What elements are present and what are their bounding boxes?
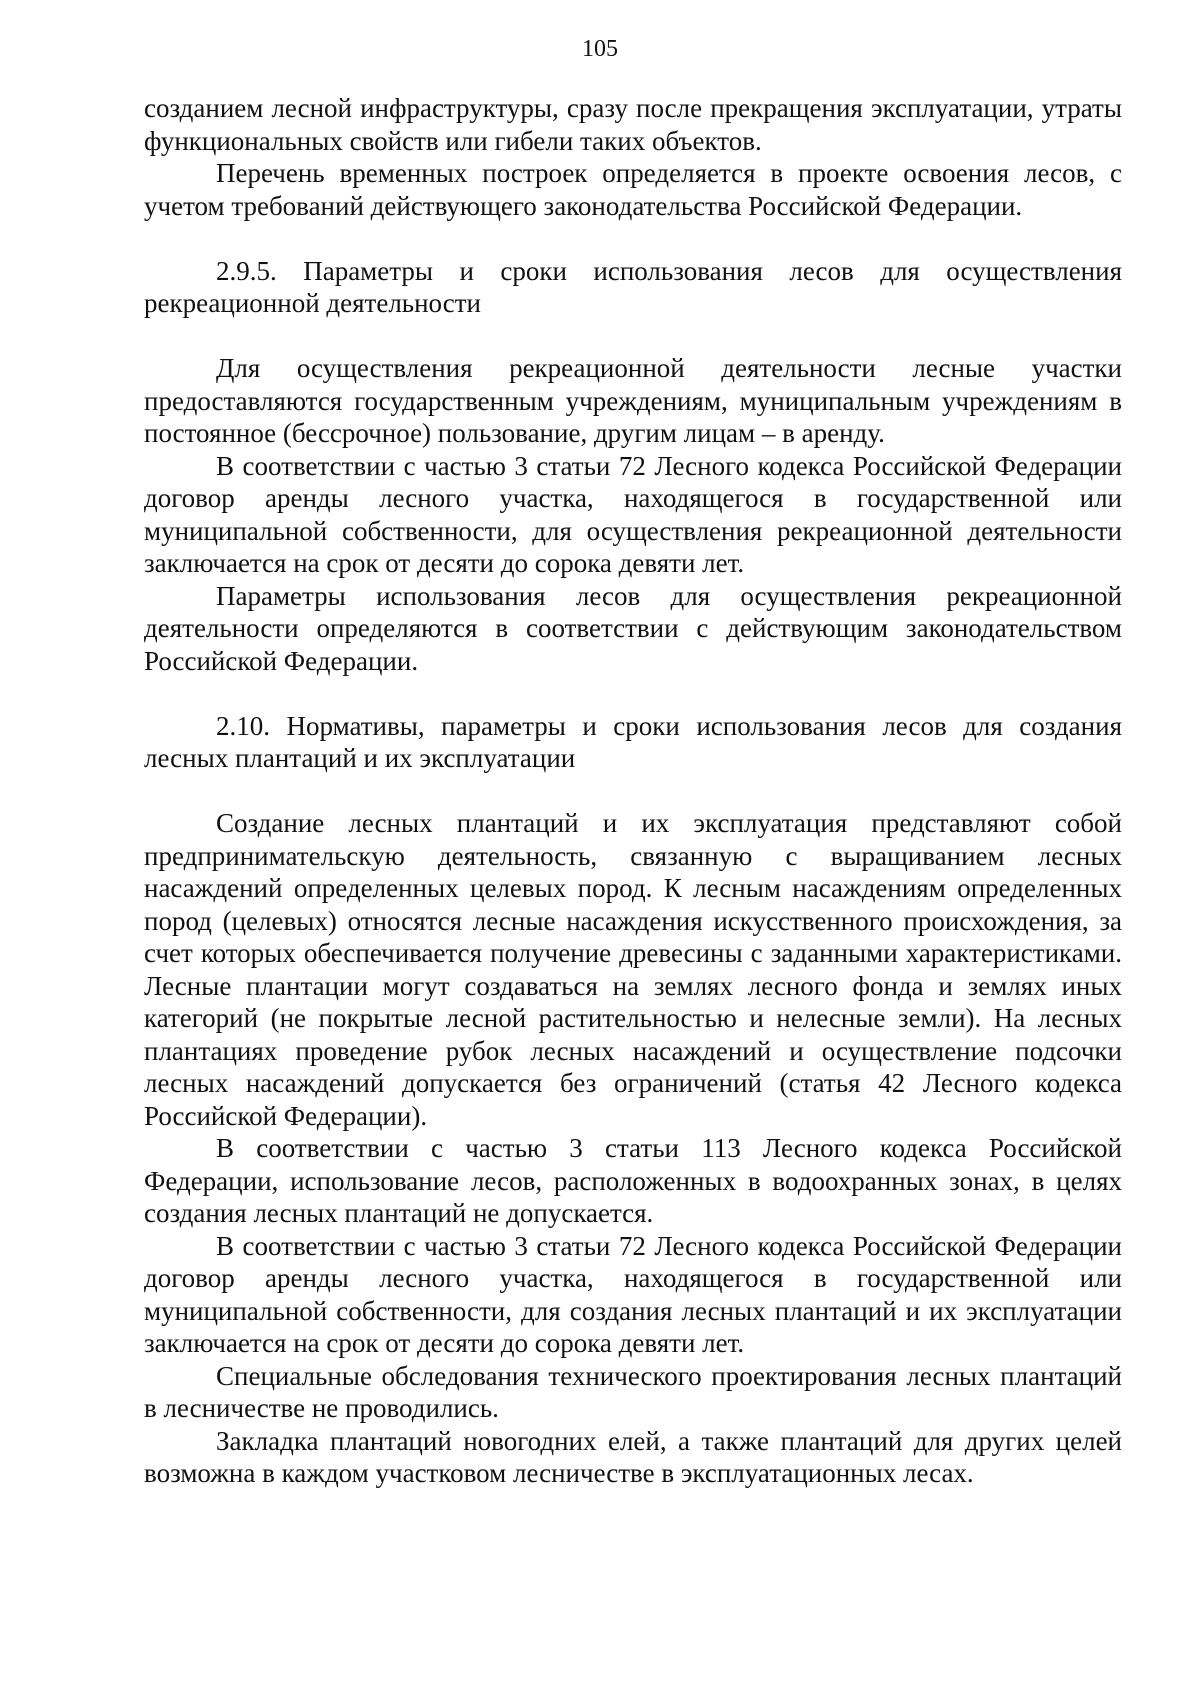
section-heading-2-10: 2.10. Нормативы, параметры и сроки использования лесов для создания лесных плантаций и их эксплуатации	[144, 710, 1122, 773]
spacer	[144, 677, 1122, 710]
section-heading-2-9-5: 2.9.5. Параметры и сроки использования лесов для осуществления рекреационной деятельности	[144, 255, 1122, 318]
page-number: 105	[582, 36, 618, 62]
paragraph-special-surveys: Специальные обследования технического проектирования лесных плантаций в лесничестве не проводились.	[144, 1360, 1122, 1423]
spacer	[144, 320, 1122, 353]
paragraph-plantations-definition: Создание лесных плантаций и их эксплуатация представляют собой предпринимательскую деятельность, связанную с выращиванием лесных насаждений определенных целевых пород. К лесным насаждениям определенных пород (целевых) относятся лесные насаждения искусственного происхождения, за счет которых обеспечивается получение древесины с заданными характеристиками. Лесные плантации могут создаваться на землях лесного фонда и землях иных категорий (не покрытые лесной растительностью и нелесные земли). На лесных плантациях проведение рубок лесных насаждений и осуществление подсочки лесных насаждений допускается без ограничений (статья 42 Лесного кодекса Российской Федерации).	[144, 808, 1122, 1131]
paragraph-temporary-buildings: Перечень временных построек определяется в проекте освоения лесов, с учетом требований действующего законодательства Российской Федерации.	[144, 158, 1122, 221]
paragraph-plantations-lease: В соответствии с частью 3 статьи 72 Лесного кодекса Российской Федерации договор аренды лесного участка, находящегося в государственной или муниципальной собственности, для создания лесных плантаций и их эксплуатации заключается на срок от десяти до сорока девяти лет.	[144, 1230, 1122, 1358]
paragraph-christmas-trees: Закладка плантаций новогодних елей, а также плантаций для других целей возможна в каждом участковом лесничестве в эксплуатационных лесах.	[144, 1425, 1122, 1488]
paragraph-recreation-provision: Для осуществления рекреационной деятельности лесные участки предоставляются государственным учреждениям, муниципальным учреждениям в постоянное (бессрочное) пользование, другим лицам – в аренду.	[144, 353, 1122, 448]
paragraph-recreation-lease: В соответствии с частью 3 статьи 72 Лесного кодекса Российской Федерации договор аренды лесного участка, находящегося в государственной или муниципальной собственности, для осуществления рекреационной деятельности заключается на срок от десяти до сорока девяти лет.	[144, 450, 1122, 578]
spacer	[144, 775, 1122, 808]
spacer	[144, 222, 1122, 255]
continuation-paragraph: созданием лесной инфраструктуры, сразу после прекращения эксплуатации, утраты функциональных свойств или гибели таких объектов.	[144, 93, 1122, 156]
page-content	[144, 92, 1122, 1490]
paragraph-recreation-parameters: Параметры использования лесов для осуществления рекреационной деятельности определяются в соответствии с действующим законодательством Российской Федерации.	[144, 580, 1122, 676]
paragraph-water-protection-zones: В соответствии с частью 3 статьи 113 Лесного кодекса Российской Федерации, использование лесов, расположенных в водоохранных зонах, в целях создания лесных плантаций не допускается.	[144, 1133, 1122, 1228]
